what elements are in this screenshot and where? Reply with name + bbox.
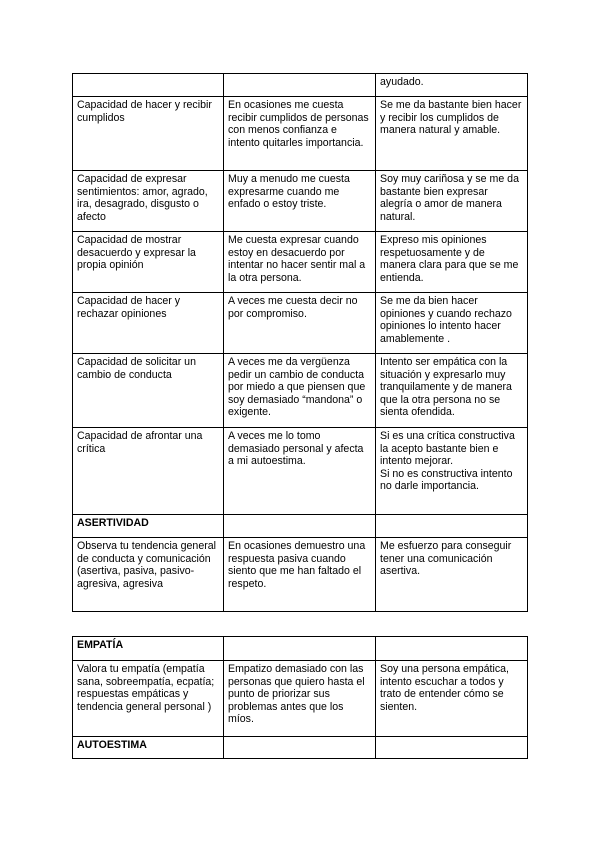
- strength-cell: Se me da bastante bien hacer y recibir los cumplidos de manera natural y amable.: [376, 97, 528, 171]
- strength-cell: Intento ser empática con la situación y expresarlo muy tranquilamente y de manera que la otra persona no se sienta ofendida.: [376, 354, 528, 428]
- cell-empty: [224, 637, 376, 661]
- cell-empty: [224, 74, 376, 97]
- strength-cell: Soy una persona empática, intento escuchar a todos y trato de entender cómo se sienten.: [376, 661, 528, 737]
- strength-cell: Se me da bien hacer opiniones y cuando rechazo opiniones lo intento hacer amablemente .: [376, 293, 528, 354]
- skill-cell: Capacidad de hacer y recibir cumplidos: [73, 97, 224, 171]
- cell-empty: [224, 515, 376, 538]
- skill-cell: Capacidad de expresar sentimientos: amor, agrado, ira, desagrado, disgusto o afecto: [73, 171, 224, 232]
- section-header-row: [73, 637, 528, 661]
- skill-cell: Capacidad de afrontar una crítica: [73, 428, 224, 515]
- section-header-row: [73, 737, 528, 759]
- skill-cell: Valora tu empatía (empatía sana, sobreempatía, ecpatía; respuestas empáticas y tendencia general personal ): [73, 661, 224, 737]
- skill-cell: Observa tu tendencia general de conducta y comunicación (asertiva, pasiva, pasivo-agresiva, agresiva: [73, 538, 224, 612]
- strength-cell: Expreso mis opiniones respetuosamente y de manera clara para que se me entienda.: [376, 232, 528, 293]
- table-row: [73, 97, 528, 171]
- table-row: [73, 171, 528, 232]
- strength-cell: Me esfuerzo para conseguir tener una comunicación asertiva.: [376, 538, 528, 612]
- cell-text: ayudado.: [376, 74, 528, 97]
- difficulty-cell: En ocasiones me cuesta recibir cumplidos de personas con menos confianza e intento quitarles importancia.: [224, 97, 376, 171]
- cell-empty: [376, 737, 528, 759]
- skills-table-2: [72, 636, 528, 759]
- section-heading-asertividad: ASERTIVIDAD: [73, 515, 224, 538]
- difficulty-cell: A veces me da vergüenza pedir un cambio de conducta por miedo a que piensen que soy demasiado “mandona” o exigente.: [224, 354, 376, 428]
- strength-cell: [376, 428, 528, 515]
- cell-empty: [376, 637, 528, 661]
- difficulty-cell: Me cuesta expresar cuando estoy en desacuerdo por intentar no hacer sentir mal a la otra persona.: [224, 232, 376, 293]
- cell-empty: [73, 74, 224, 97]
- difficulty-cell: Muy a menudo me cuesta expresarme cuando me enfado o estoy triste.: [224, 171, 376, 232]
- strength-line: Si no es constructiva intento no darle importancia.: [380, 467, 513, 493]
- table-row: [73, 293, 528, 354]
- section-header-row: [73, 515, 528, 538]
- skills-table: [72, 73, 528, 612]
- skill-cell: Capacidad de solicitar un cambio de conducta: [73, 354, 224, 428]
- table-row: [73, 74, 528, 97]
- table-row: [73, 354, 528, 428]
- table-row: [73, 428, 528, 515]
- section-heading-autoestima: AUTOESTIMA: [73, 737, 224, 759]
- strength-line: Si es una crítica constructiva la acepto bastante bien e intento mejorar.: [380, 430, 515, 468]
- cell-empty: [376, 515, 528, 538]
- difficulty-cell: Empatizo demasiado con las personas que quiero hasta el punto de priorizar sus problemas antes que los míos.: [224, 661, 376, 737]
- table-row: [73, 232, 528, 293]
- difficulty-cell: A veces me lo tomo demasiado personal y afecta a mi autoestima.: [224, 428, 376, 515]
- difficulty-cell: A veces me cuesta decir no por compromiso.: [224, 293, 376, 354]
- cell-empty: [224, 737, 376, 759]
- table-row: [73, 538, 528, 612]
- section-heading-empatia: EMPATÍA: [73, 637, 224, 661]
- skill-cell: Capacidad de mostrar desacuerdo y expresar la propia opinión: [73, 232, 224, 293]
- strength-cell: Soy muy cariñosa y se me da bastante bien expresar alegría o amor de manera natural.: [376, 171, 528, 232]
- difficulty-cell: En ocasiones demuestro una respuesta pasiva cuando siento que me han faltado el respeto.: [224, 538, 376, 612]
- table-row: [73, 661, 528, 737]
- skill-cell: Capacidad de hacer y rechazar opiniones: [73, 293, 224, 354]
